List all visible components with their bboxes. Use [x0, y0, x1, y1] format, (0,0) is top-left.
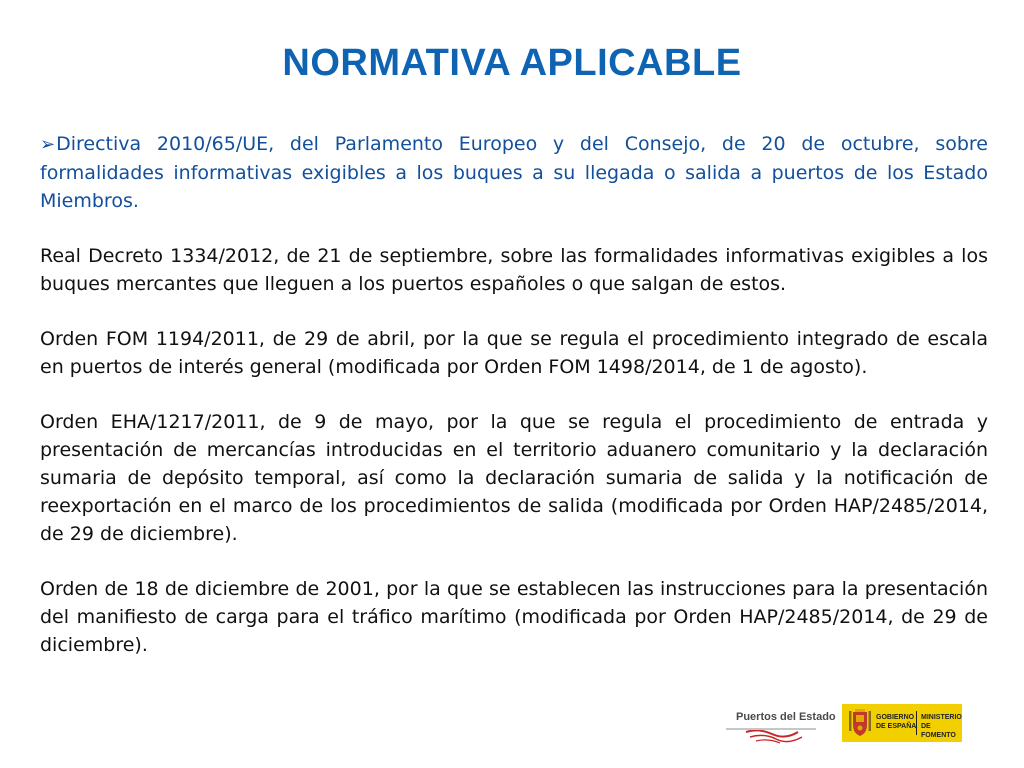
regulation-text: Directiva 2010/65/UE, del Parlamento Europeo y del Consejo, de 20 de octubre, sobre formalidades informativas exigibles a los buques a su llegada o salida a puertos de los Estado Miembros. [40, 133, 988, 212]
coat-of-arms-icon [848, 708, 872, 738]
regulation-paragraph-orden-fom: Orden FOM 1194/2011, de 29 de abril, por la que se regula el procedimiento integrado de escala en puertos de interés general (modificada por Orden FOM 1498/2014, de 1 de agosto). [40, 328, 988, 378]
gobierno-espana-logo [842, 704, 962, 742]
gobierno-text: GOBIERNO DE ESPAÑA [876, 714, 917, 730]
regulation-paragraph-orden-2001: Orden de 18 de diciembre de 2001, por la que se establecen las instrucciones para la presentación del manifiesto de carga para el tráfico marítimo (modificada por Orden HAP/2485/2014, de 29 de diciembre). [40, 578, 988, 656]
wave-icon [724, 708, 818, 744]
slide-title: NORMATIVA APLICABLE [282, 42, 742, 84]
puertos-del-estado-logo [724, 708, 836, 744]
arrow-bullet-icon: ➢ [40, 134, 56, 155]
footer-divider [726, 728, 816, 730]
ministerio-text: MINISTERIO DE FOMENTO [921, 714, 962, 739]
logo-separator [916, 711, 917, 735]
puertos-logo-label: Puertos del Estado [736, 711, 836, 723]
regulation-list [40, 130, 988, 686]
regulation-paragraph-orden-eha: Orden EHA/1217/2011, de 9 de mayo, por la que se regula el procedimiento de entrada y presentación de mercancías introducidas en el territorio aduanero comunitario y la declaración sumaria de depósito temporal, así como la declaración sumaria de salida y la notificación de reexportación en el marco de los procedimientos de salida (modificada por Orden HAP/2485/2014, de 29 de diciembre). [40, 411, 988, 545]
regulation-paragraph-directive [40, 130, 988, 215]
regulation-paragraph-real-decreto: Real Decreto 1334/2012, de 21 de septiembre, sobre las formalidades informativas exigibles a los buques mercantes que lleguen a los puertos españoles o que salgan de estos. [40, 245, 988, 295]
